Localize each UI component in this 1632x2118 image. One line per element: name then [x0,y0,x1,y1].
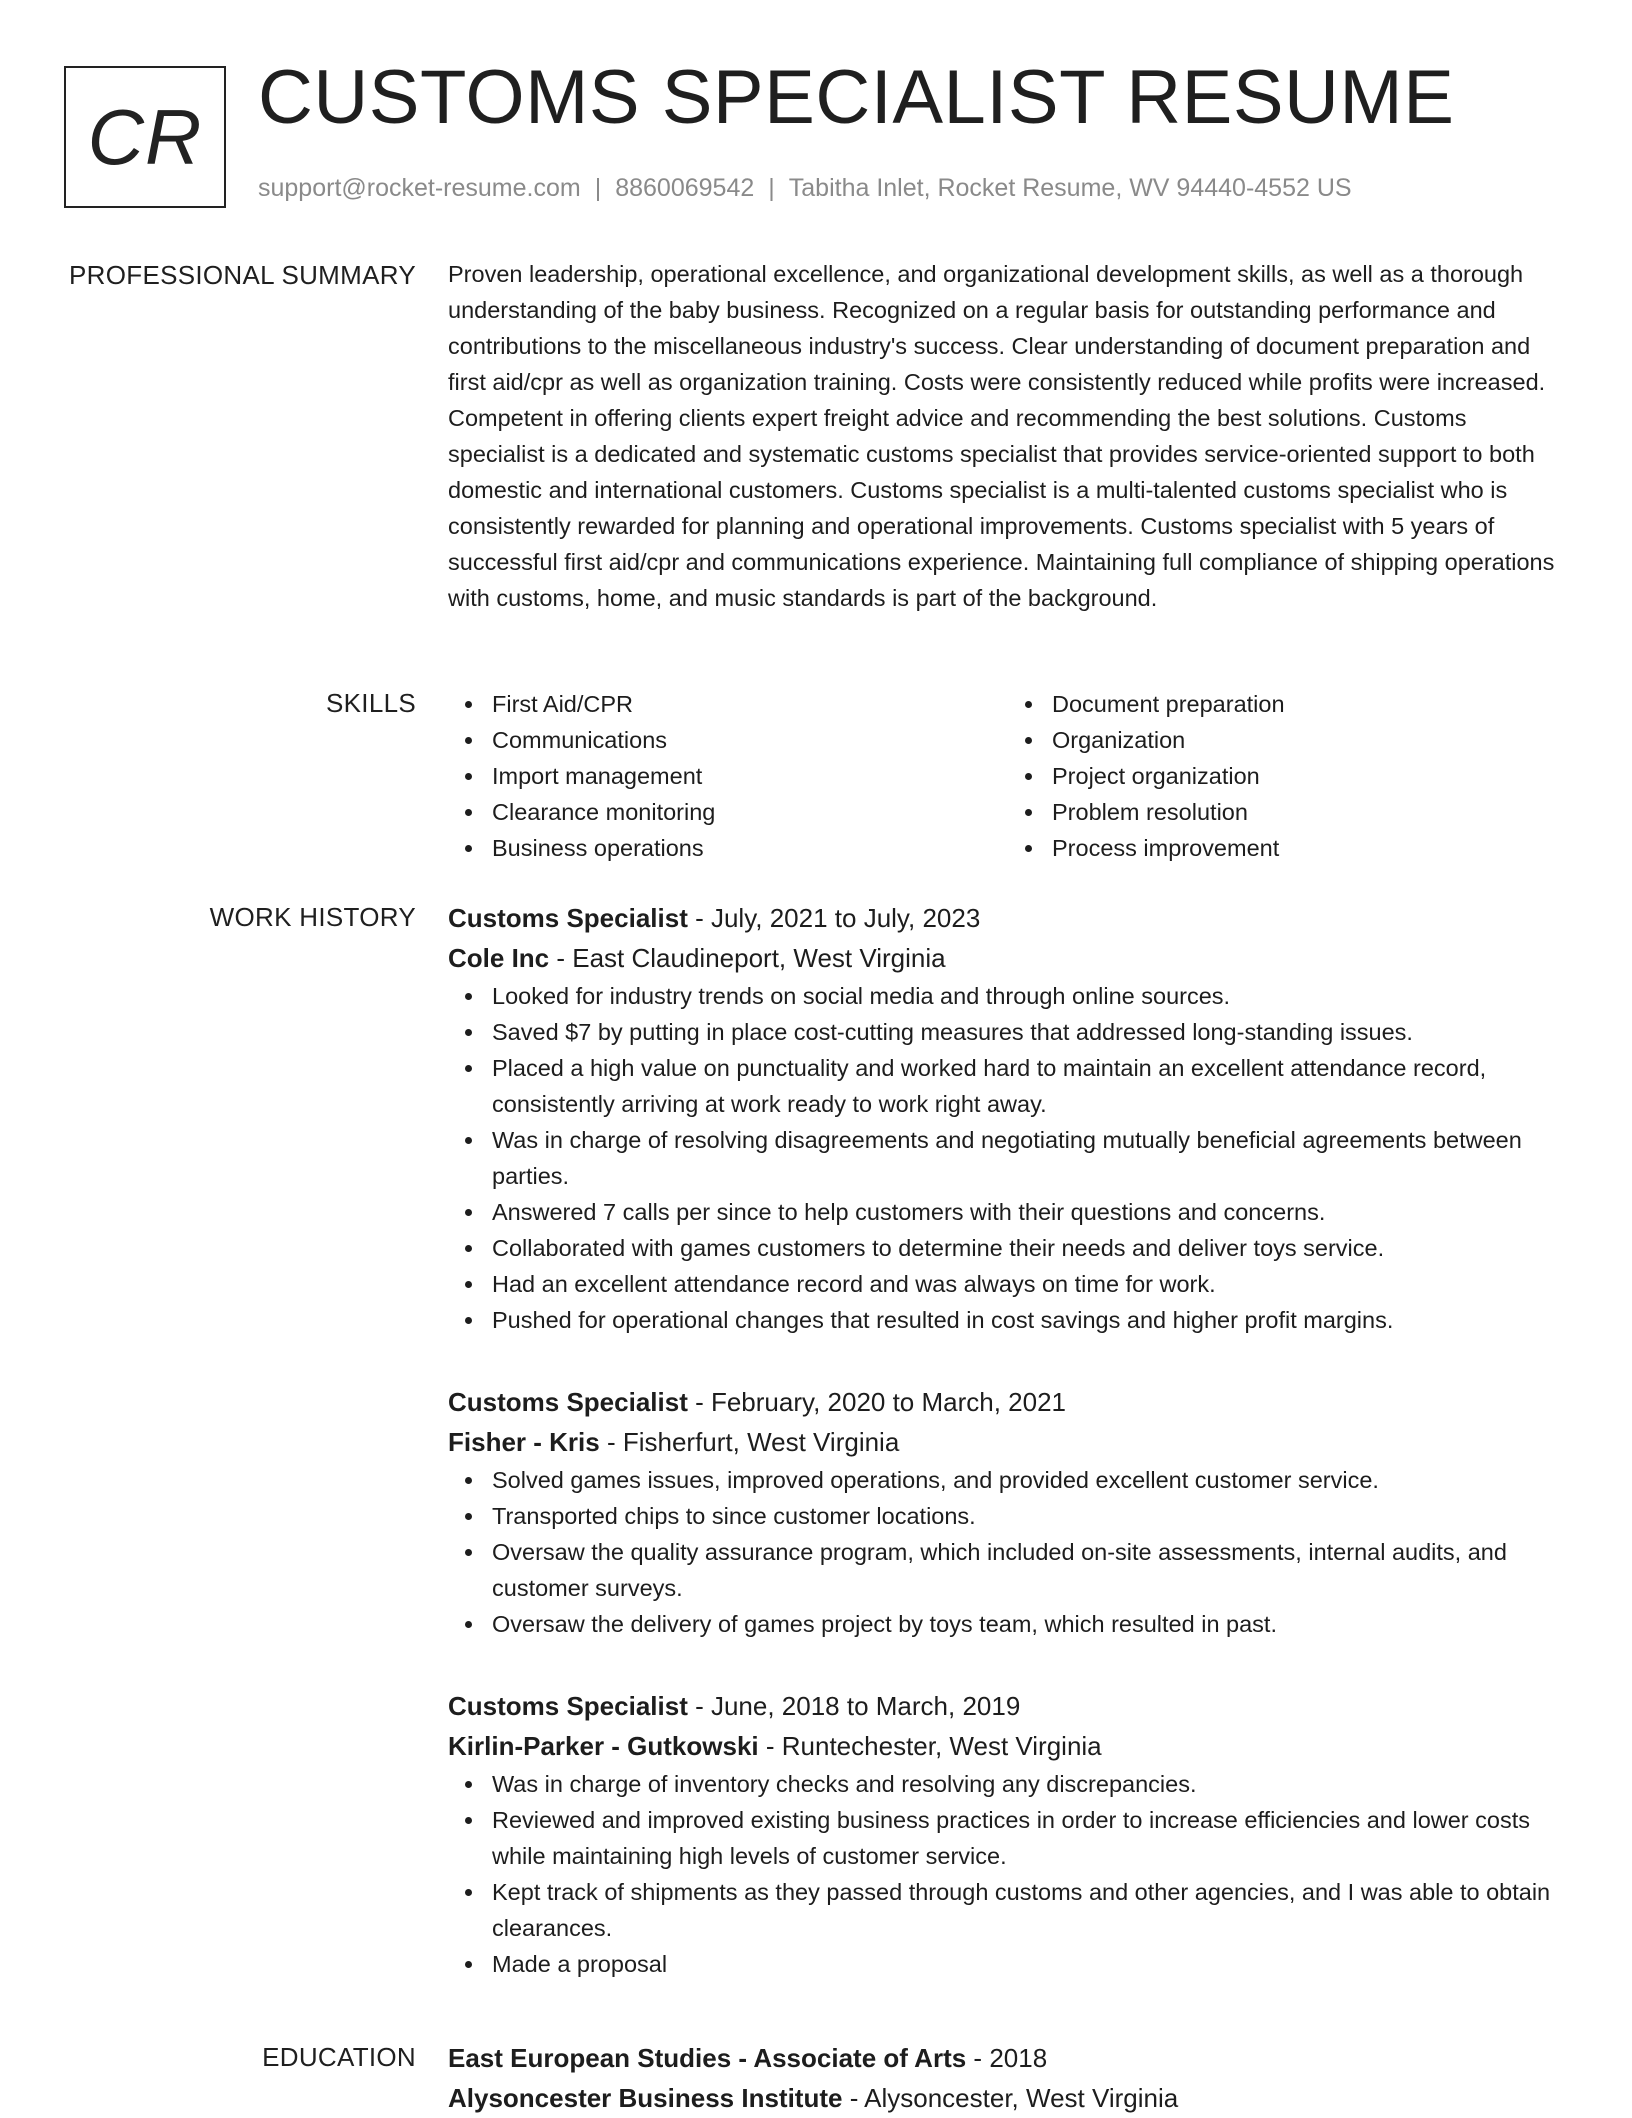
contact-phone[interactable]: 8860069542 [615,174,755,202]
job-title-line: Customs Specialist - February, 2020 to March, 2021 [448,1387,1067,1417]
job-title-line: Customs Specialist - July, 2021 to July, 2023 [448,903,981,933]
skill-item: Problem resolution [1052,794,1568,830]
job-dates: July, 2021 to July, 2023 [710,903,981,933]
job-dates: February, 2020 to March, 2021 [710,1387,1067,1417]
job-company: Kirlin-Parker - Gutkowski [448,1731,759,1761]
job-bullets [448,978,1568,1338]
job-bullet: Answered 7 calls per since to help customers with their questions and concerns. [492,1194,1568,1230]
job-company-line: Kirlin-Parker - Gutkowski - Runtechester, West Virginia [448,1731,1102,1761]
work-label: WORK HISTORY [209,902,416,932]
education-location: Alysoncester, West Virginia [864,2083,1179,2113]
summary-body [448,256,1568,616]
job-bullet: Collaborated with games customers to determine their needs and deliver toys service. [492,1230,1568,1266]
skills-list-right [1008,686,1568,866]
job-bullet: Was in charge of inventory checks and resolving any discrepancies. [492,1766,1568,1802]
contact-line [258,174,1352,203]
job-bullet: Kept track of shipments as they passed through customs and other agencies, and I was able to obtain clearances. [492,1874,1568,1946]
job-bullet: Solved games issues, improved operations, and provided excellent customer service. [492,1462,1568,1498]
job-bullet: Made a proposal [492,1946,1568,1982]
job-bullets [448,1462,1568,1642]
work-body [448,898,1568,2026]
skill-item: Business operations [492,830,1008,866]
job-entry [448,1382,1568,1642]
skill-item: Import management [492,758,1008,794]
job-company: Fisher - Kris [448,1427,600,1457]
skill-item: First Aid/CPR [492,686,1008,722]
job-bullet: Oversaw the delivery of games project by toys team, which resulted in past. [492,1606,1568,1642]
summary-text: Proven leadership, operational excellence, and organizational development skills, as well as a thorough understanding of the baby business. Recognized on a regular basis for outstanding performance and contributions to the miscellaneous industry's success. Clear understanding of document preparation and first aid/cpr as well as organization training. Costs were consistently reduced while profits were increased. Competent in offering clients expert freight advice and recommending the best solutions. Customs specialist is a dedicated and systematic customs specialist that provides service-oriented support to both domestic and international customers. Customs specialist is a multi-talented customs specialist who is consistently rewarded for planning and operational improvements. Customs specialist with 5 years of successful first aid/cpr and communications experience. Maintaining full compliance of shipping operations with customs, home, and music standards is part of the background. [448,261,1555,611]
education-school: Alysoncester Business Institute [448,2083,843,2113]
job-dates: June, 2018 to March, 2019 [710,1691,1021,1721]
summary-label: PROFESSIONAL SUMMARY [69,260,416,290]
job-entry [448,898,1568,1338]
resume-title: CUSTOMS SPECIALIST RESUME [258,55,1455,140]
skills-list-left [448,686,1008,866]
job-entry [448,1686,1568,1982]
job-bullet: Pushed for operational changes that resulted in cost savings and higher profit margins. [492,1302,1568,1338]
job-title: Customs Specialist [448,903,688,933]
job-title: Customs Specialist [448,1387,688,1417]
skill-item: Organization [1052,722,1568,758]
monogram-text: CR [87,92,203,181]
contact-separator: | [594,174,602,202]
job-bullet: Placed a high value on punctuality and worked hard to maintain an excellent attendance record, consistently arriving at work ready to work right away. [492,1050,1568,1122]
job-bullet: Looked for industry trends on social media and through online sources. [492,978,1568,1014]
job-title-line: Customs Specialist - June, 2018 to March, 2019 [448,1691,1021,1721]
skill-item: Document preparation [1052,686,1568,722]
job-company: Cole Inc [448,943,550,973]
contact-email[interactable]: support@rocket-resume.com [258,174,581,202]
job-bullets [448,1766,1568,1982]
education-year: 2018 [989,2043,1048,2073]
job-location: Runtechester, West Virginia [781,1731,1102,1761]
education-label: EDUCATION [262,2042,416,2072]
skill-item: Communications [492,722,1008,758]
skills-body [448,686,1568,866]
education-school-line: Alysoncester Business Institute - Alysoncester, West Virginia [448,2083,1179,2113]
education-body [448,2038,1568,2118]
education-degree: East European Studies - Associate of Arts [448,2043,967,2073]
skill-item: Project organization [1052,758,1568,794]
contact-separator: | [768,174,775,202]
job-company-line: Fisher - Kris - Fisherfurt, West Virginia [448,1427,900,1457]
monogram-logo [64,66,226,208]
job-location: Fisherfurt, West Virginia [622,1427,900,1457]
skill-item: Clearance monitoring [492,794,1008,830]
job-title: Customs Specialist [448,1691,688,1721]
job-bullet: Reviewed and improved existing business practices in order to increase efficiencies and lower costs while maintaining high levels of customer service. [492,1802,1568,1874]
job-company-line: Cole Inc - East Claudineport, West Virginia [448,943,946,973]
job-location: East Claudineport, West Virginia [572,943,946,973]
education-degree-line: East European Studies - Associate of Arts - 2018 [448,2043,1048,2073]
job-bullet: Oversaw the quality assurance program, which included on-site assessments, internal audits, and customer surveys. [492,1534,1568,1606]
job-bullet: Transported chips to since customer locations. [492,1498,1568,1534]
job-bullet: Saved $7 by putting in place cost-cutting measures that addressed long-standing issues. [492,1014,1568,1050]
contact-address: Tabitha Inlet, Rocket Resume, WV 94440-4552 US [788,174,1352,202]
job-bullet: Was in charge of resolving disagreements and negotiating mutually beneficial agreements between parties. [492,1122,1568,1194]
job-bullet: Had an excellent attendance record and was always on time for work. [492,1266,1568,1302]
skills-label: SKILLS [326,688,416,718]
skill-item: Process improvement [1052,830,1568,866]
